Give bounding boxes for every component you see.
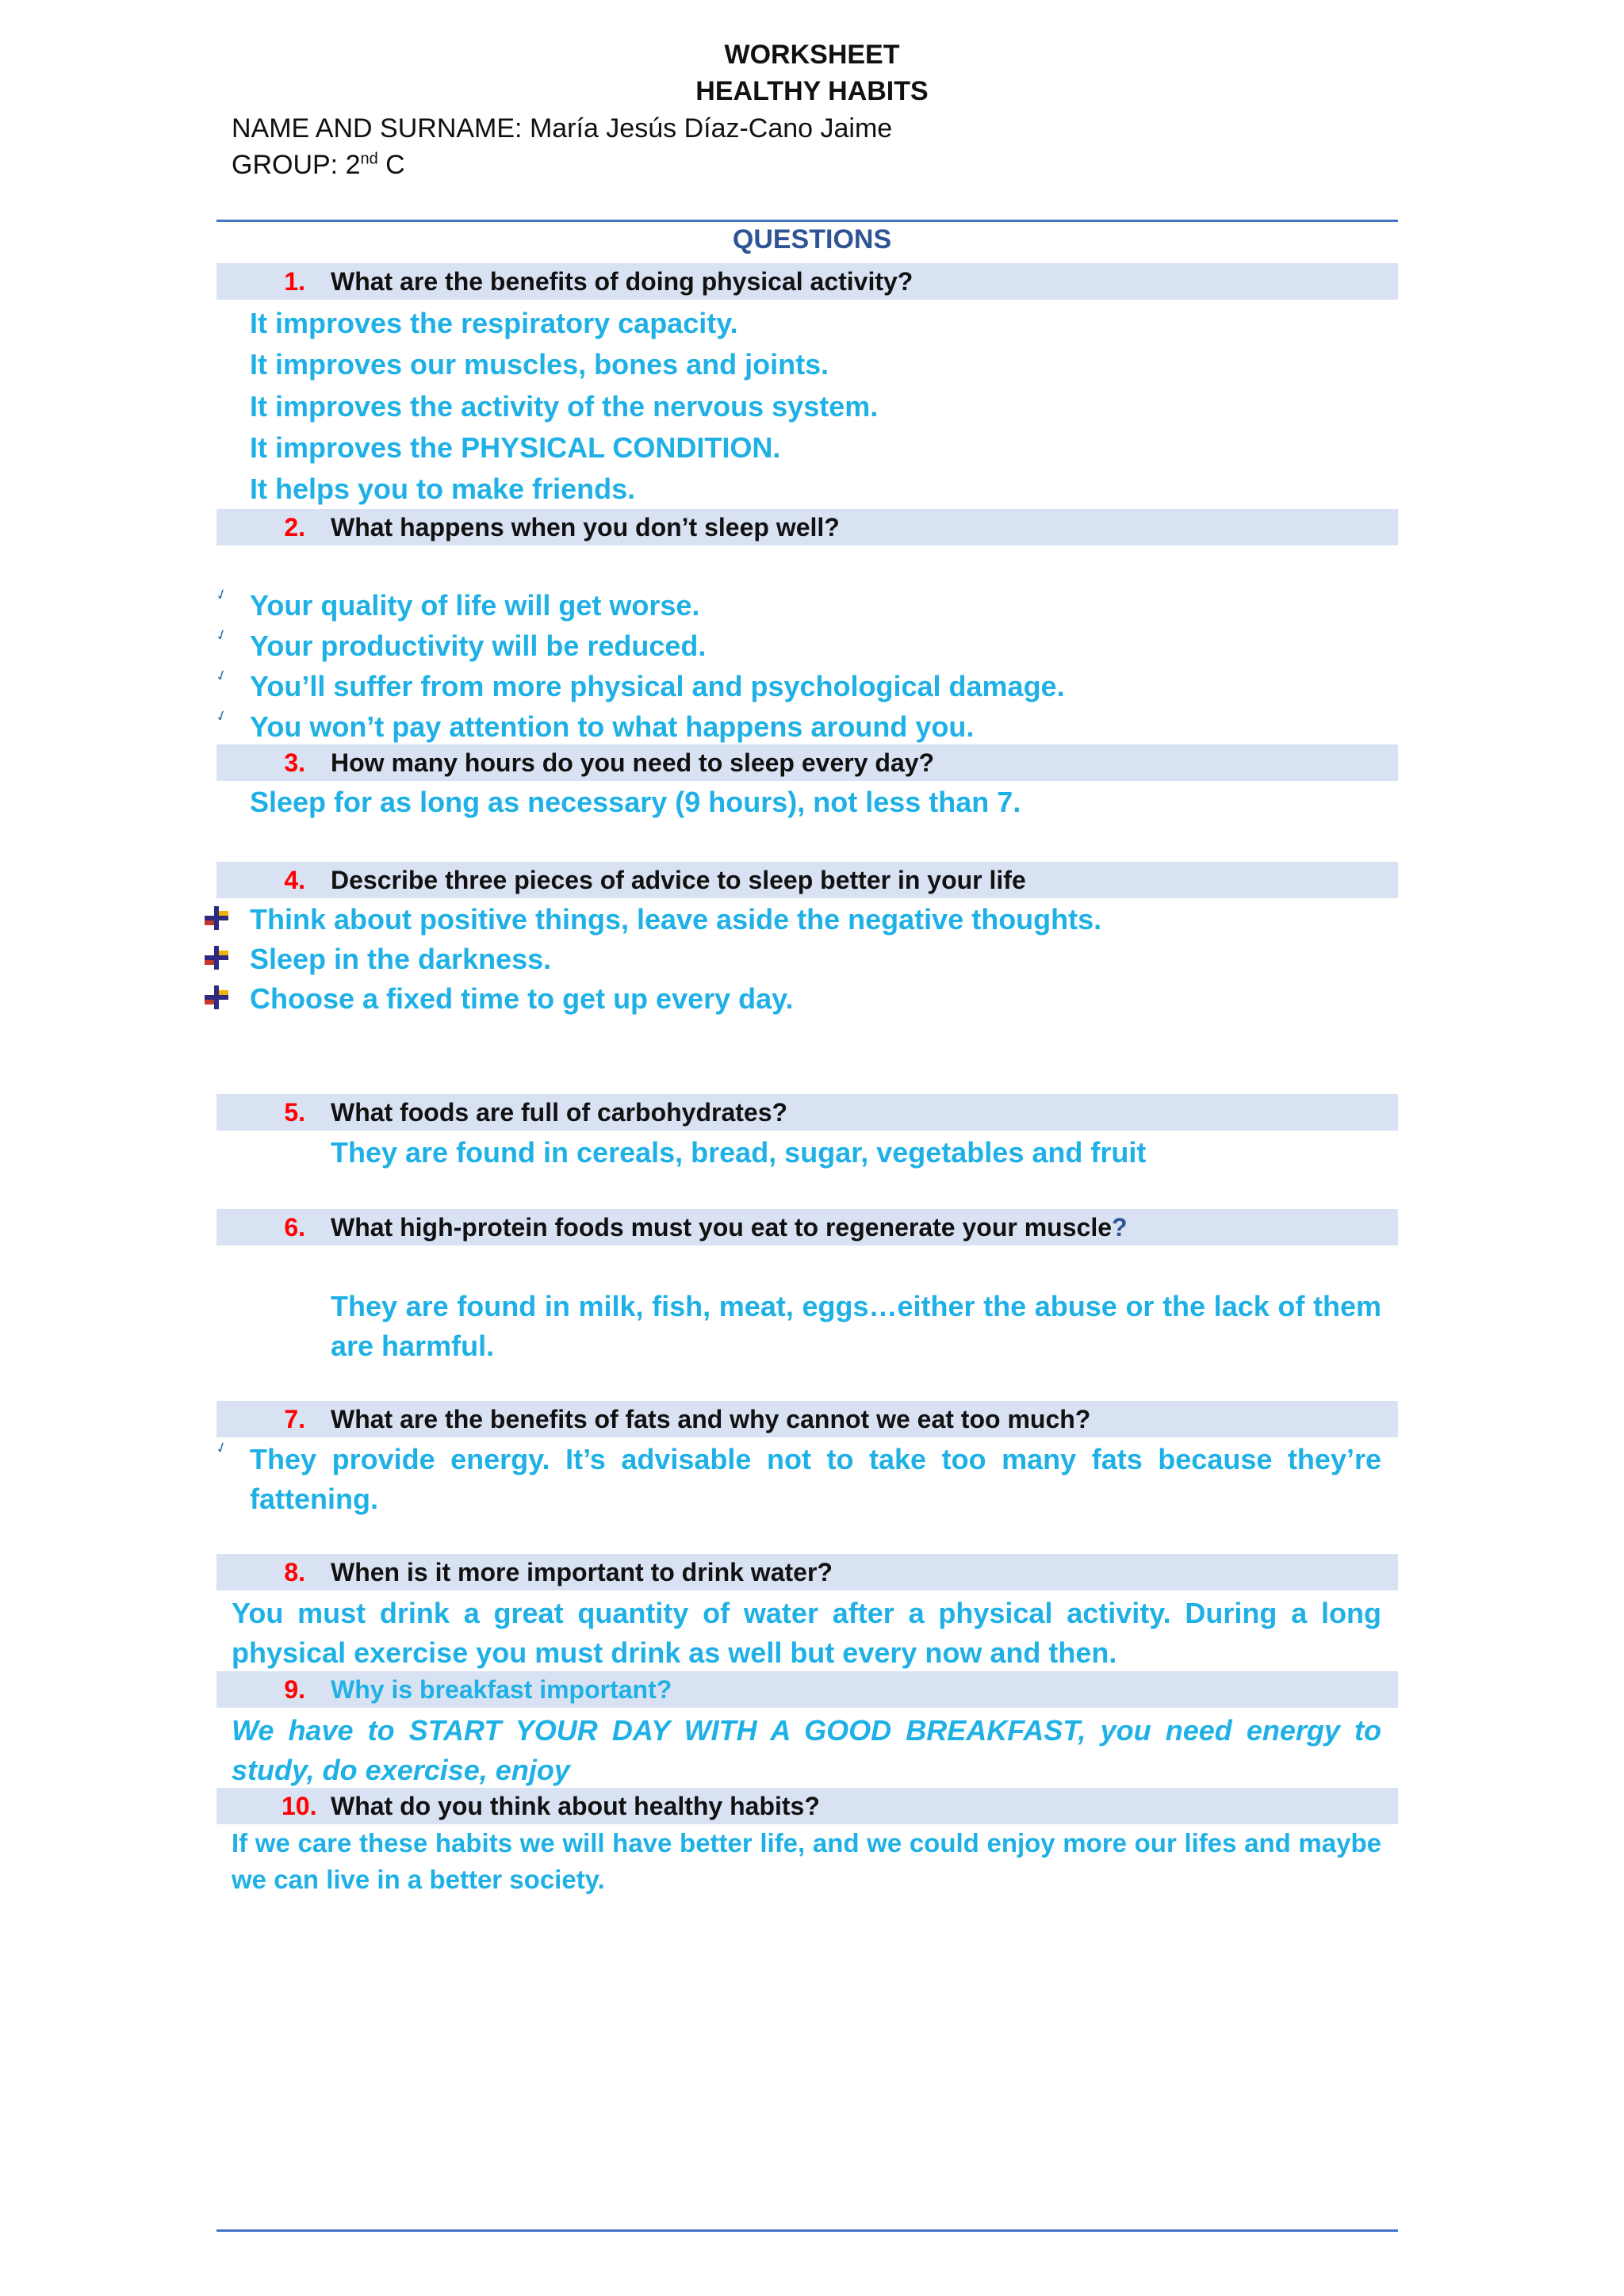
answer-4-line-1: Think about positive things, leave aside the negative thoughts. bbox=[250, 903, 1102, 936]
question-text-1: What are the benefits of doing physical activity? bbox=[331, 267, 914, 296]
worksheet-subtitle: HEALTHY HABITS bbox=[695, 76, 929, 106]
plus-bullet-icon bbox=[203, 905, 230, 932]
question-number-6: 6. bbox=[284, 1213, 305, 1242]
question-text-7: What are the benefits of fats and why cannot we eat too much? bbox=[331, 1405, 1091, 1433]
answer-1-line-5: It helps you to make friends. bbox=[250, 473, 636, 505]
question-number-5: 5. bbox=[284, 1098, 305, 1127]
answer-1-line-3: It improves the activity of the nervous system. bbox=[250, 390, 879, 423]
group-letter: C bbox=[377, 150, 405, 180]
answer-6: They are found in milk, fish, meat, eggs…either the abuse or the lack of them are harmful. bbox=[331, 1290, 1381, 1362]
answer-10: If we care these habits we will have better life, and we could enjoy more our lifes and maybe we can live in a better society. bbox=[232, 1828, 1381, 1894]
plus-bullet-icon bbox=[203, 984, 230, 1011]
answer-2-line-4: You won’t pay attention to what happens around you. bbox=[250, 710, 975, 743]
group-superscript: nd bbox=[360, 150, 378, 168]
questions-heading: QUESTIONS bbox=[732, 224, 892, 254]
answer-4-line-3: Choose a fixed time to get up every day. bbox=[250, 982, 794, 1015]
answer-7: They provide energy. It’s advisable not to take too many fats because they’re fattening. bbox=[250, 1443, 1381, 1515]
bottom-divider bbox=[216, 2229, 1398, 2232]
question-number-2: 2. bbox=[284, 513, 305, 541]
question-number-3: 3. bbox=[284, 748, 305, 777]
question-text-3: How many hours do you need to sleep every day? bbox=[331, 748, 935, 777]
question-text-8: When is it more important to drink water? bbox=[331, 1558, 833, 1586]
answer-5: They are found in cereals, bread, sugar, vegetables and fruit bbox=[331, 1136, 1147, 1169]
question-text-10: What do you think about healthy habits? bbox=[331, 1792, 820, 1820]
answer-8: You must drink a great quantity of water after a physical activity. During a long physical exercise you must drink as well but every now and then. bbox=[232, 1597, 1381, 1669]
name-surname: NAME AND SURNAME: María Jesús Díaz-Cano Jaime bbox=[232, 113, 893, 144]
answer-1-line-2: It improves our muscles, bones and joints. bbox=[250, 348, 829, 381]
question-number-7: 7. bbox=[284, 1405, 305, 1433]
answer-2-line-2: Your productivity will be reduced. bbox=[250, 629, 707, 662]
answer-9: We have to START YOUR DAY WITH A GOOD BREAKFAST, you need energy to study, do exercise, enjoy bbox=[232, 1714, 1381, 1786]
check-bullet-icon: ✓ bbox=[213, 585, 230, 605]
answer-4-line-2: Sleep in the darkness. bbox=[250, 943, 552, 975]
answer-2-line-3: You’ll suffer from more physical and psychological damage. bbox=[250, 670, 1065, 702]
top-divider bbox=[216, 220, 1398, 222]
question-number-9: 9. bbox=[284, 1675, 305, 1704]
check-bullet-icon: ✓ bbox=[213, 626, 230, 645]
question-number-1: 1. bbox=[284, 267, 305, 296]
question-number-8: 8. bbox=[284, 1558, 305, 1586]
answer-1-line-4: It improves the PHYSICAL CONDITION. bbox=[250, 431, 781, 464]
question-text-6 bbox=[331, 1209, 1128, 1246]
answer-2-line-1: Your quality of life will get worse. bbox=[250, 589, 700, 622]
question-text-2: What happens when you don’t sleep well? bbox=[331, 513, 840, 541]
worksheet-title: WORKSHEET bbox=[724, 40, 900, 70]
answer-1-line-1: It improves the respiratory capacity. bbox=[250, 307, 738, 339]
answer-3: Sleep for as long as necessary (9 hours), not less than 7. bbox=[250, 786, 1021, 818]
group-label: GROUP: 2 bbox=[232, 150, 361, 180]
question-number-4: 4. bbox=[284, 866, 305, 894]
check-bullet-icon: ✓ bbox=[213, 666, 230, 686]
plus-bullet-icon bbox=[203, 944, 230, 971]
group-line bbox=[232, 150, 405, 181]
question-text-6-body: What high-protein foods must you eat to regenerate your muscle bbox=[331, 1213, 1112, 1242]
question-text-5: What foods are full of carbohydrates? bbox=[331, 1098, 788, 1127]
question-text-9: Why is breakfast important? bbox=[331, 1675, 672, 1704]
check-bullet-icon: ✓ bbox=[213, 706, 230, 726]
question-mark: ? bbox=[1112, 1213, 1128, 1242]
question-text-4: Describe three pieces of advice to sleep better in your life bbox=[331, 866, 1026, 894]
question-number-10: 10. bbox=[282, 1792, 317, 1820]
check-bullet-icon: ✓ bbox=[213, 1438, 230, 1458]
